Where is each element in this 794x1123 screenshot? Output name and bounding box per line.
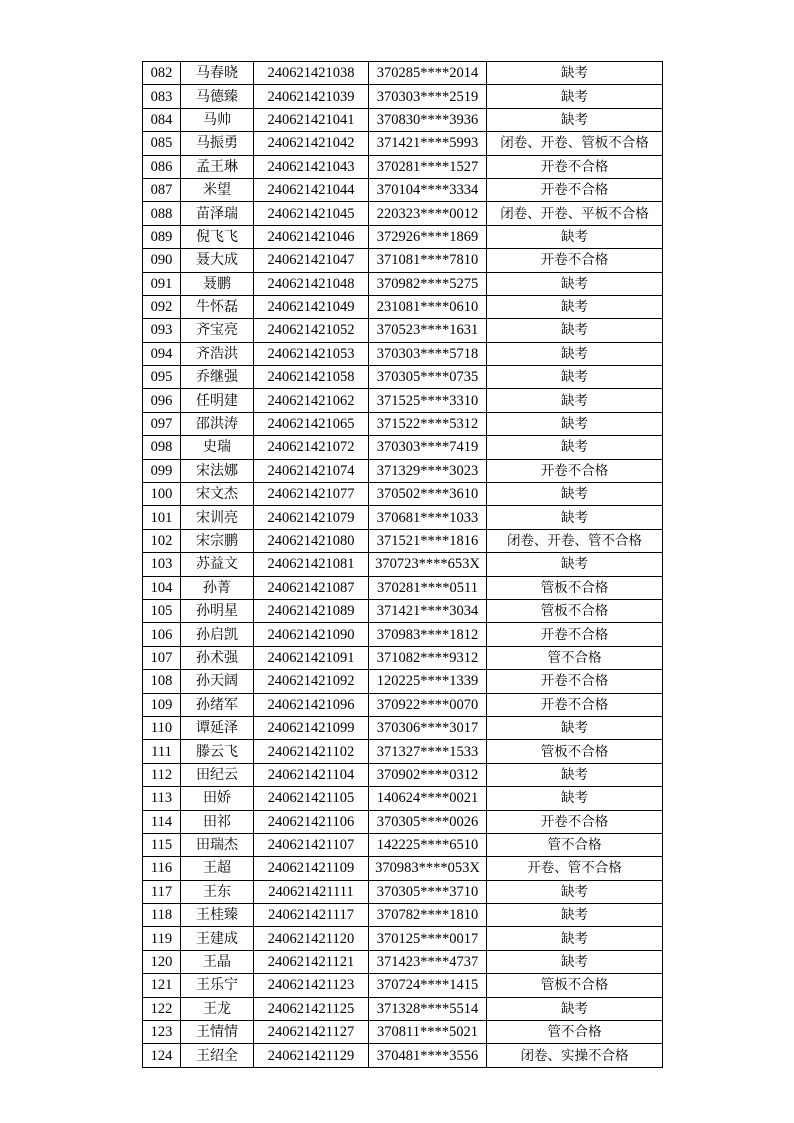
table-row [143,459,663,482]
row-number: 105 [143,599,181,622]
ticket-number: 240621421120 [254,927,369,950]
candidate-name: 孙菁 [181,576,254,599]
table-row [143,1021,663,1044]
ticket-number: 240621421080 [254,529,369,552]
id-number: 370481****3556 [369,1044,487,1067]
exam-result: 缺考 [487,763,663,786]
id-number: 370281****1527 [369,155,487,178]
candidate-name: 王桂臻 [181,904,254,927]
ticket-number: 240621421079 [254,506,369,529]
candidate-name: 孟王琳 [181,155,254,178]
exam-result: 管板不合格 [487,974,663,997]
ticket-number: 240621421049 [254,295,369,318]
ticket-number: 240621421052 [254,319,369,342]
ticket-number: 240621421099 [254,716,369,739]
candidate-name: 马德臻 [181,85,254,108]
row-number: 102 [143,529,181,552]
exam-result: 缺考 [487,85,663,108]
id-number: 371081****7810 [369,249,487,272]
id-number: 372926****1869 [369,225,487,248]
table-row [143,599,663,622]
table-row [143,529,663,552]
table-row [143,997,663,1020]
exam-result: 开卷不合格 [487,178,663,201]
ticket-number: 240621421127 [254,1021,369,1044]
table-row [143,950,663,973]
table-row [143,178,663,201]
exam-result: 缺考 [487,927,663,950]
row-number: 108 [143,670,181,693]
id-number: 371328****5514 [369,997,487,1020]
candidate-name: 孙启凯 [181,623,254,646]
ticket-number: 240621421072 [254,436,369,459]
exam-result: 缺考 [487,225,663,248]
exam-result: 闭卷、实操不合格 [487,1044,663,1067]
table-row [143,366,663,389]
id-number: 370285****2014 [369,62,487,85]
table-row [143,62,663,85]
id-number: 370782****1810 [369,904,487,927]
id-number: 120225****1339 [369,670,487,693]
row-number: 123 [143,1021,181,1044]
candidate-name: 米望 [181,178,254,201]
id-number: 142225****6510 [369,833,487,856]
table-row [143,342,663,365]
id-number: 370281****0511 [369,576,487,599]
exam-result: 闭卷、开卷、管不合格 [487,529,663,552]
table-row [143,202,663,225]
table-row [143,740,663,763]
id-number: 370982****5275 [369,272,487,295]
candidate-name: 牛怀磊 [181,295,254,318]
candidate-name: 王绍全 [181,1044,254,1067]
row-number: 095 [143,366,181,389]
row-number: 121 [143,974,181,997]
row-number: 098 [143,436,181,459]
row-number: 093 [143,319,181,342]
ticket-number: 240621421041 [254,108,369,131]
candidate-name: 王东 [181,880,254,903]
id-number: 371522****5312 [369,412,487,435]
id-number: 370811****5021 [369,1021,487,1044]
table-row [143,225,663,248]
exam-result: 缺考 [487,997,663,1020]
id-number: 370104****3334 [369,178,487,201]
id-number: 370303****5718 [369,342,487,365]
id-number: 220323****0012 [369,202,487,225]
candidate-name: 马春晓 [181,62,254,85]
candidate-name: 王超 [181,857,254,880]
candidate-name: 田纪云 [181,763,254,786]
ticket-number: 240621421038 [254,62,369,85]
candidate-name: 宋宗鹏 [181,529,254,552]
exam-result: 管板不合格 [487,576,663,599]
table-row [143,693,663,716]
id-number: 370983****053X [369,857,487,880]
candidate-name: 王晶 [181,950,254,973]
table-row [143,670,663,693]
ticket-number: 240621421048 [254,272,369,295]
candidate-name: 田娇 [181,787,254,810]
ticket-number: 240621421062 [254,389,369,412]
id-number: 371329****3023 [369,459,487,482]
candidate-name: 滕云飞 [181,740,254,763]
exam-result: 缺考 [487,950,663,973]
row-number: 089 [143,225,181,248]
id-number: 371421****5993 [369,132,487,155]
candidate-name: 苏益文 [181,553,254,576]
exam-result: 管不合格 [487,833,663,856]
id-number: 370125****0017 [369,927,487,950]
candidate-name: 齐宝亮 [181,319,254,342]
table-row [143,108,663,131]
row-number: 119 [143,927,181,950]
candidate-name: 宋训亮 [181,506,254,529]
row-number: 086 [143,155,181,178]
row-number: 094 [143,342,181,365]
ticket-number: 240621421096 [254,693,369,716]
exam-result: 管板不合格 [487,740,663,763]
table-row [143,646,663,669]
exam-result: 缺考 [487,295,663,318]
exam-result: 管板不合格 [487,599,663,622]
exam-result: 缺考 [487,62,663,85]
ticket-number: 240621421053 [254,342,369,365]
results-table-body [143,62,663,1068]
ticket-number: 240621421074 [254,459,369,482]
exam-result: 开卷不合格 [487,693,663,716]
candidate-name: 孙术强 [181,646,254,669]
table-row [143,623,663,646]
exam-result: 管不合格 [487,646,663,669]
ticket-number: 240621421081 [254,553,369,576]
exam-result: 缺考 [487,342,663,365]
ticket-number: 240621421077 [254,483,369,506]
row-number: 083 [143,85,181,108]
ticket-number: 240621421102 [254,740,369,763]
ticket-number: 240621421090 [254,623,369,646]
row-number: 107 [143,646,181,669]
id-number: 371521****1816 [369,529,487,552]
candidate-name: 谭延泽 [181,716,254,739]
id-number: 370523****1631 [369,319,487,342]
row-number: 120 [143,950,181,973]
exam-result: 缺考 [487,436,663,459]
row-number: 114 [143,810,181,833]
exam-result: 缺考 [487,553,663,576]
row-number: 084 [143,108,181,131]
ticket-number: 240621421117 [254,904,369,927]
table-row [143,553,663,576]
row-number: 106 [143,623,181,646]
ticket-number: 240621421107 [254,833,369,856]
table-row [143,1044,663,1067]
candidate-name: 孙明星 [181,599,254,622]
id-number: 370681****1033 [369,506,487,529]
row-number: 124 [143,1044,181,1067]
id-number: 370502****3610 [369,483,487,506]
row-number: 091 [143,272,181,295]
ticket-number: 240621421125 [254,997,369,1020]
candidate-name: 聂鹏 [181,272,254,295]
id-number: 371082****9312 [369,646,487,669]
ticket-number: 240621421121 [254,950,369,973]
candidate-name: 孙天阔 [181,670,254,693]
exam-result: 开卷不合格 [487,459,663,482]
table-row [143,483,663,506]
exam-result: 开卷不合格 [487,670,663,693]
table-row [143,880,663,903]
exam-result: 缺考 [487,272,663,295]
table-row [143,927,663,950]
id-number: 370983****1812 [369,623,487,646]
candidate-name: 王建成 [181,927,254,950]
candidate-name: 王情情 [181,1021,254,1044]
table-row [143,132,663,155]
table-row [143,249,663,272]
exam-result: 缺考 [487,716,663,739]
row-number: 092 [143,295,181,318]
table-row [143,412,663,435]
id-number: 140624****0021 [369,787,487,810]
table-row [143,787,663,810]
id-number: 370724****1415 [369,974,487,997]
ticket-number: 240621421042 [254,132,369,155]
id-number: 370902****0312 [369,763,487,786]
exam-result: 缺考 [487,366,663,389]
id-number: 371327****1533 [369,740,487,763]
exam-result: 开卷不合格 [487,155,663,178]
ticket-number: 240621421105 [254,787,369,810]
ticket-number: 240621421065 [254,412,369,435]
table-row [143,155,663,178]
row-number: 117 [143,880,181,903]
candidate-name: 史瑞 [181,436,254,459]
table-row [143,319,663,342]
table-row [143,763,663,786]
candidate-name: 齐浩洪 [181,342,254,365]
ticket-number: 240621421106 [254,810,369,833]
table-row [143,506,663,529]
ticket-number: 240621421047 [254,249,369,272]
ticket-number: 240621421109 [254,857,369,880]
table-row [143,857,663,880]
row-number: 116 [143,857,181,880]
row-number: 110 [143,716,181,739]
row-number: 104 [143,576,181,599]
row-number: 097 [143,412,181,435]
ticket-number: 240621421091 [254,646,369,669]
exam-result: 开卷不合格 [487,249,663,272]
exam-result: 开卷不合格 [487,810,663,833]
row-number: 122 [143,997,181,1020]
exam-result: 闭卷、开卷、平板不合格 [487,202,663,225]
candidate-name: 倪飞飞 [181,225,254,248]
row-number: 090 [143,249,181,272]
exam-result: 管不合格 [487,1021,663,1044]
id-number: 370305****0026 [369,810,487,833]
exam-result: 缺考 [487,880,663,903]
table-row [143,576,663,599]
table-row [143,272,663,295]
table-row [143,974,663,997]
candidate-name: 苗泽瑞 [181,202,254,225]
row-number: 087 [143,178,181,201]
row-number: 103 [143,553,181,576]
row-number: 099 [143,459,181,482]
ticket-number: 240621421045 [254,202,369,225]
ticket-number: 240621421111 [254,880,369,903]
candidate-name: 任明建 [181,389,254,412]
row-number: 096 [143,389,181,412]
candidate-name: 田瑞杰 [181,833,254,856]
candidate-name: 邵洪涛 [181,412,254,435]
ticket-number: 240621421129 [254,1044,369,1067]
row-number: 088 [143,202,181,225]
id-number: 371525****3310 [369,389,487,412]
id-number: 371421****3034 [369,599,487,622]
table-row [143,295,663,318]
candidate-name: 王乐宁 [181,974,254,997]
id-number: 370306****3017 [369,716,487,739]
ticket-number: 240621421043 [254,155,369,178]
id-number: 370723****653X [369,553,487,576]
exam-result: 缺考 [487,108,663,131]
row-number: 109 [143,693,181,716]
id-number: 231081****0610 [369,295,487,318]
exam-result: 缺考 [487,506,663,529]
results-sheet [142,61,662,1068]
row-number: 111 [143,740,181,763]
table-row [143,716,663,739]
candidate-name: 乔继强 [181,366,254,389]
ticket-number: 240621421123 [254,974,369,997]
exam-result: 闭卷、开卷、管板不合格 [487,132,663,155]
table-row [143,85,663,108]
ticket-number: 240621421089 [254,599,369,622]
table-row [143,389,663,412]
ticket-number: 240621421039 [254,85,369,108]
id-number: 370305****3710 [369,880,487,903]
candidate-name: 宋文杰 [181,483,254,506]
candidate-name: 王龙 [181,997,254,1020]
row-number: 118 [143,904,181,927]
table-row [143,833,663,856]
ticket-number: 240621421104 [254,763,369,786]
exam-result: 缺考 [487,319,663,342]
row-number: 101 [143,506,181,529]
exam-result: 缺考 [487,787,663,810]
id-number: 370830****3936 [369,108,487,131]
candidate-name: 马振勇 [181,132,254,155]
id-number: 371423****4737 [369,950,487,973]
exam-result: 缺考 [487,904,663,927]
row-number: 100 [143,483,181,506]
exam-result: 缺考 [487,483,663,506]
results-table [142,61,663,1068]
table-row [143,810,663,833]
id-number: 370305****0735 [369,366,487,389]
row-number: 082 [143,62,181,85]
row-number: 085 [143,132,181,155]
candidate-name: 聂大成 [181,249,254,272]
candidate-name: 宋法娜 [181,459,254,482]
id-number: 370303****2519 [369,85,487,108]
table-row [143,436,663,459]
row-number: 112 [143,763,181,786]
candidate-name: 田祁 [181,810,254,833]
candidate-name: 马帅 [181,108,254,131]
candidate-name: 孙绪军 [181,693,254,716]
row-number: 115 [143,833,181,856]
ticket-number: 240621421092 [254,670,369,693]
id-number: 370922****0070 [369,693,487,716]
ticket-number: 240621421058 [254,366,369,389]
row-number: 113 [143,787,181,810]
ticket-number: 240621421087 [254,576,369,599]
table-row [143,904,663,927]
exam-result: 缺考 [487,389,663,412]
ticket-number: 240621421046 [254,225,369,248]
exam-result: 开卷、管不合格 [487,857,663,880]
id-number: 370303****7419 [369,436,487,459]
ticket-number: 240621421044 [254,178,369,201]
exam-result: 缺考 [487,412,663,435]
exam-result: 开卷不合格 [487,623,663,646]
